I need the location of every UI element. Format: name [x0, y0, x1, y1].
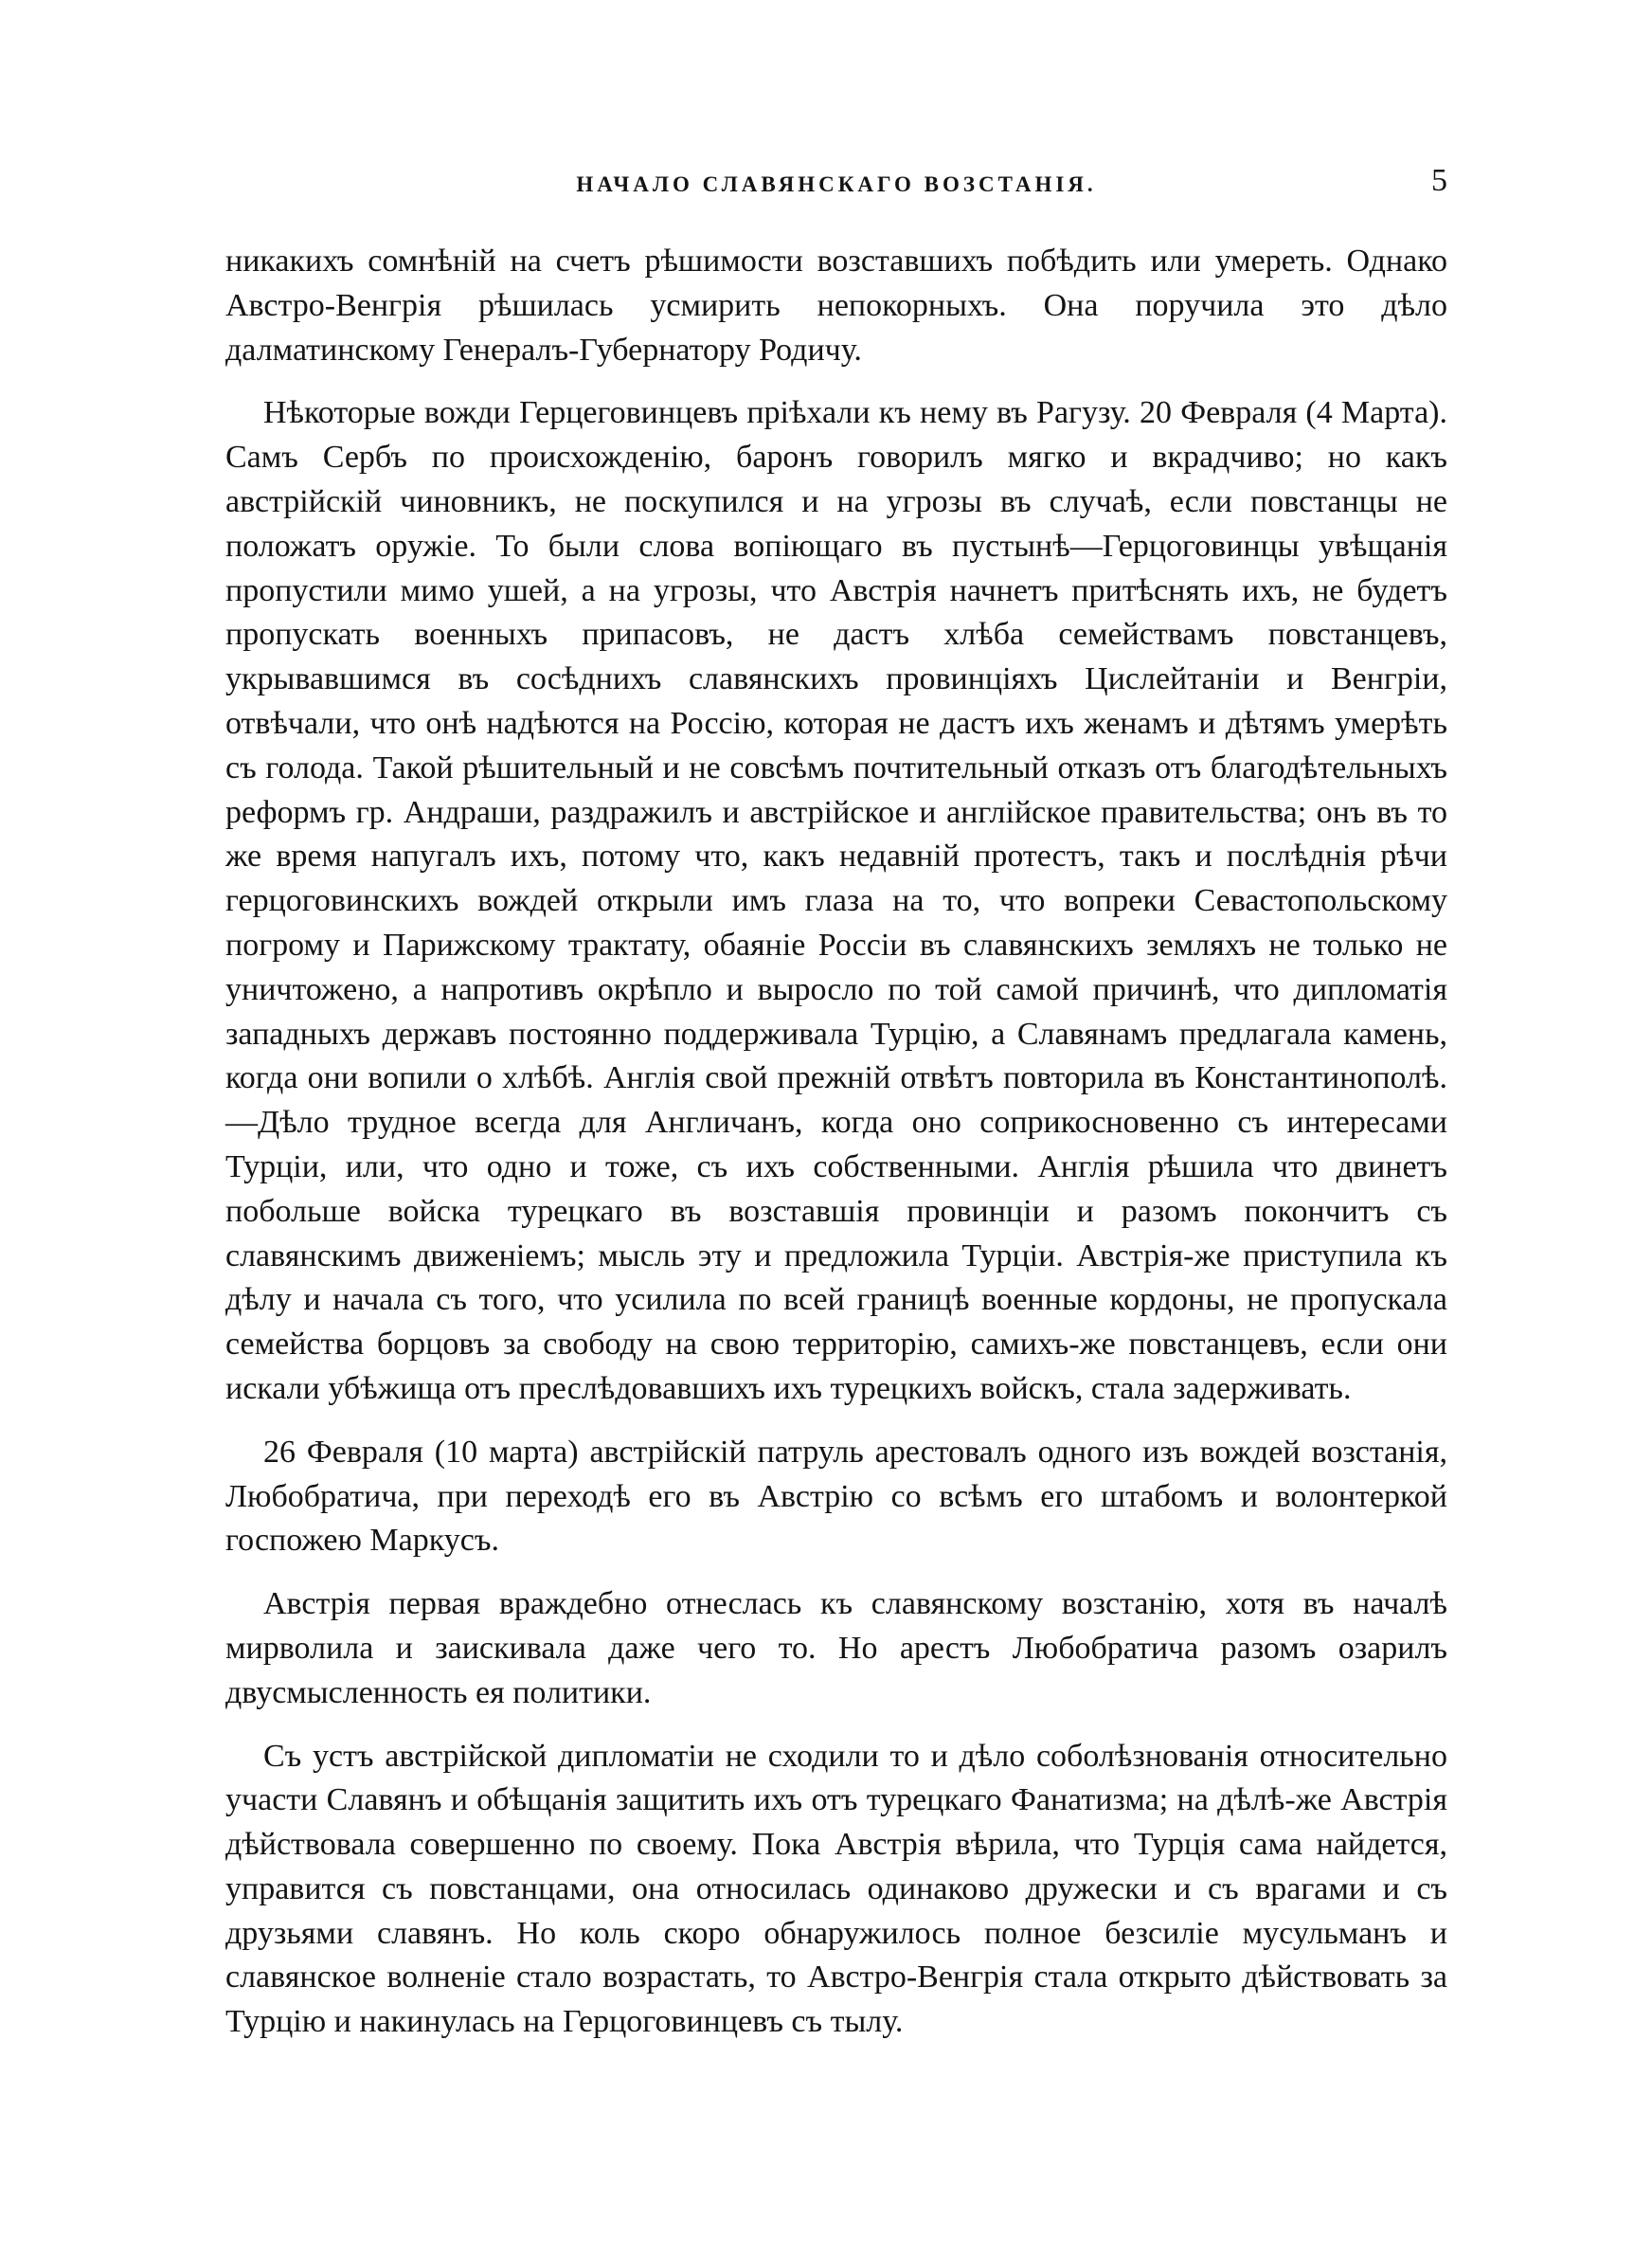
- paragraph-1: никакихъ сомнѣній на счетъ рѣшимости возставшихъ побѣдить или умереть. Однако Австро-Венгрія рѣшилась усмирить непокорныхъ. Она поручила это дѣло далматинскому Генералъ-Губернатору Родичу.: [225, 244, 1447, 368]
- paragraph-5: Съ устъ австрійской дипломатіи не сходили то и дѣло соболѣзнованія относительно участи Славянъ и обѣщанія защитить ихъ отъ турецкаго Фанатизма; на дѣлѣ-же Австрія дѣйствовала совершенно по своему. Пока Австрія вѣрила, что Турція сама найдется, управится съ повстанцами, она относилась одинаково дружески и съ врагами и съ друзьями славянъ. Но коль скоро обнаружилось полное безсиліе мусульманъ и славянское волненіе стало возрастать, то Австро-Венгрія стала открыто дѣйствовать за Турцію и накинулась на Герцоговинцевъ съ тылу.: [225, 1738, 1447, 2040]
- running-header: [225, 163, 1447, 204]
- paragraph-3: 26 Февраля (10 марта) австрійскій патруль арестовалъ одного изъ вождей возстанія, Любобратича, при переходѣ его въ Австрію со всѣмъ его штабомъ и волонтеркой госпожею Маркусъ.: [225, 1434, 1447, 1559]
- page-number: 5: [1431, 163, 1447, 198]
- text-body: [225, 240, 1447, 2045]
- paragraph-2: Нѣкоторые вожди Герцеговинцевъ пріѣхали къ нему въ Рагузу. 20 Февраля (4 Марта). Самъ Сербъ по происхожденію, баронъ говорилъ мягко и вкрадчиво; но какъ австрійскій чиновникъ, не поскупился и на угрозы въ случаѣ, если повстанцы не положатъ оружіе. То были слова вопіющаго въ пустынѣ—Герцоговинцы увѣщанія пропустили мимо ушей, а на угрозы, что Австрія начнетъ притѣснять ихъ, не будетъ пропускать военныхъ припасовъ, не дастъ хлѣба семействамъ повстанцевъ, укрывавшимся въ сосѣднихъ славянскихъ провинціяхъ Цислейтаніи и Венгріи, отвѣчали, что онѣ надѣются на Россію, которая не дастъ ихъ женамъ и дѣтямъ умерѣть съ голода. Такой рѣшительный и не совсѣмъ почтительный отказъ отъ благодѣтельныхъ реформъ гр. Андраши, раздражилъ и австрійское и англійское правительства; онъ въ то же время напугалъ ихъ, потому что, какъ недавній протестъ, такъ и послѣднія рѣчи герцоговинскихъ вождей открыли имъ глаза на то, что вопреки Севастопольскому погрому и Парижскому трактату, обаяніе Россіи въ славянскихъ земляхъ не только не уничтожено, а напротивъ окрѣпло и выросло по той самой причинѣ, что дипломатія западныхъ державъ постоянно поддерживала Турцію, а Славянамъ предлагала камень, когда они вопили о хлѣбѣ. Англія свой прежній отвѣтъ повторила въ Константинополѣ.—Дѣло трудное всегда для Англичанъ, когда оно соприкосновенно съ интересами Турціи, или, что одно и тоже, съ ихъ собственными. Англія рѣшила что двинетъ побольше войска турецкаго въ возставшія провинціи и разомъ покончитъ съ славянскимъ движеніемъ; мысль эту и предложила Турціи. Австрія-же приступила къ дѣлу и начала съ того, что усилила по всей границѣ военные кордоны, не пропускала семейства борцовъ за свободу на свою территорію, самихъ-же повстанцевъ, если они искали убѣжища отъ преслѣдовавшихъ ихъ турецкихъ войскъ, стала задерживать.: [225, 395, 1447, 1406]
- chapter-title: НАЧАЛО СЛАВЯНСКАГО ВОЗСТАНІЯ.: [576, 172, 1097, 196]
- paragraph-4: Австрія первая враждебно отнеслась къ славянскому возстанію, хотя въ началѣ мирволила и заискивала даже чего то. Но арестъ Любобратича разомъ озарилъ двусмысленность ея политики.: [225, 1586, 1447, 1710]
